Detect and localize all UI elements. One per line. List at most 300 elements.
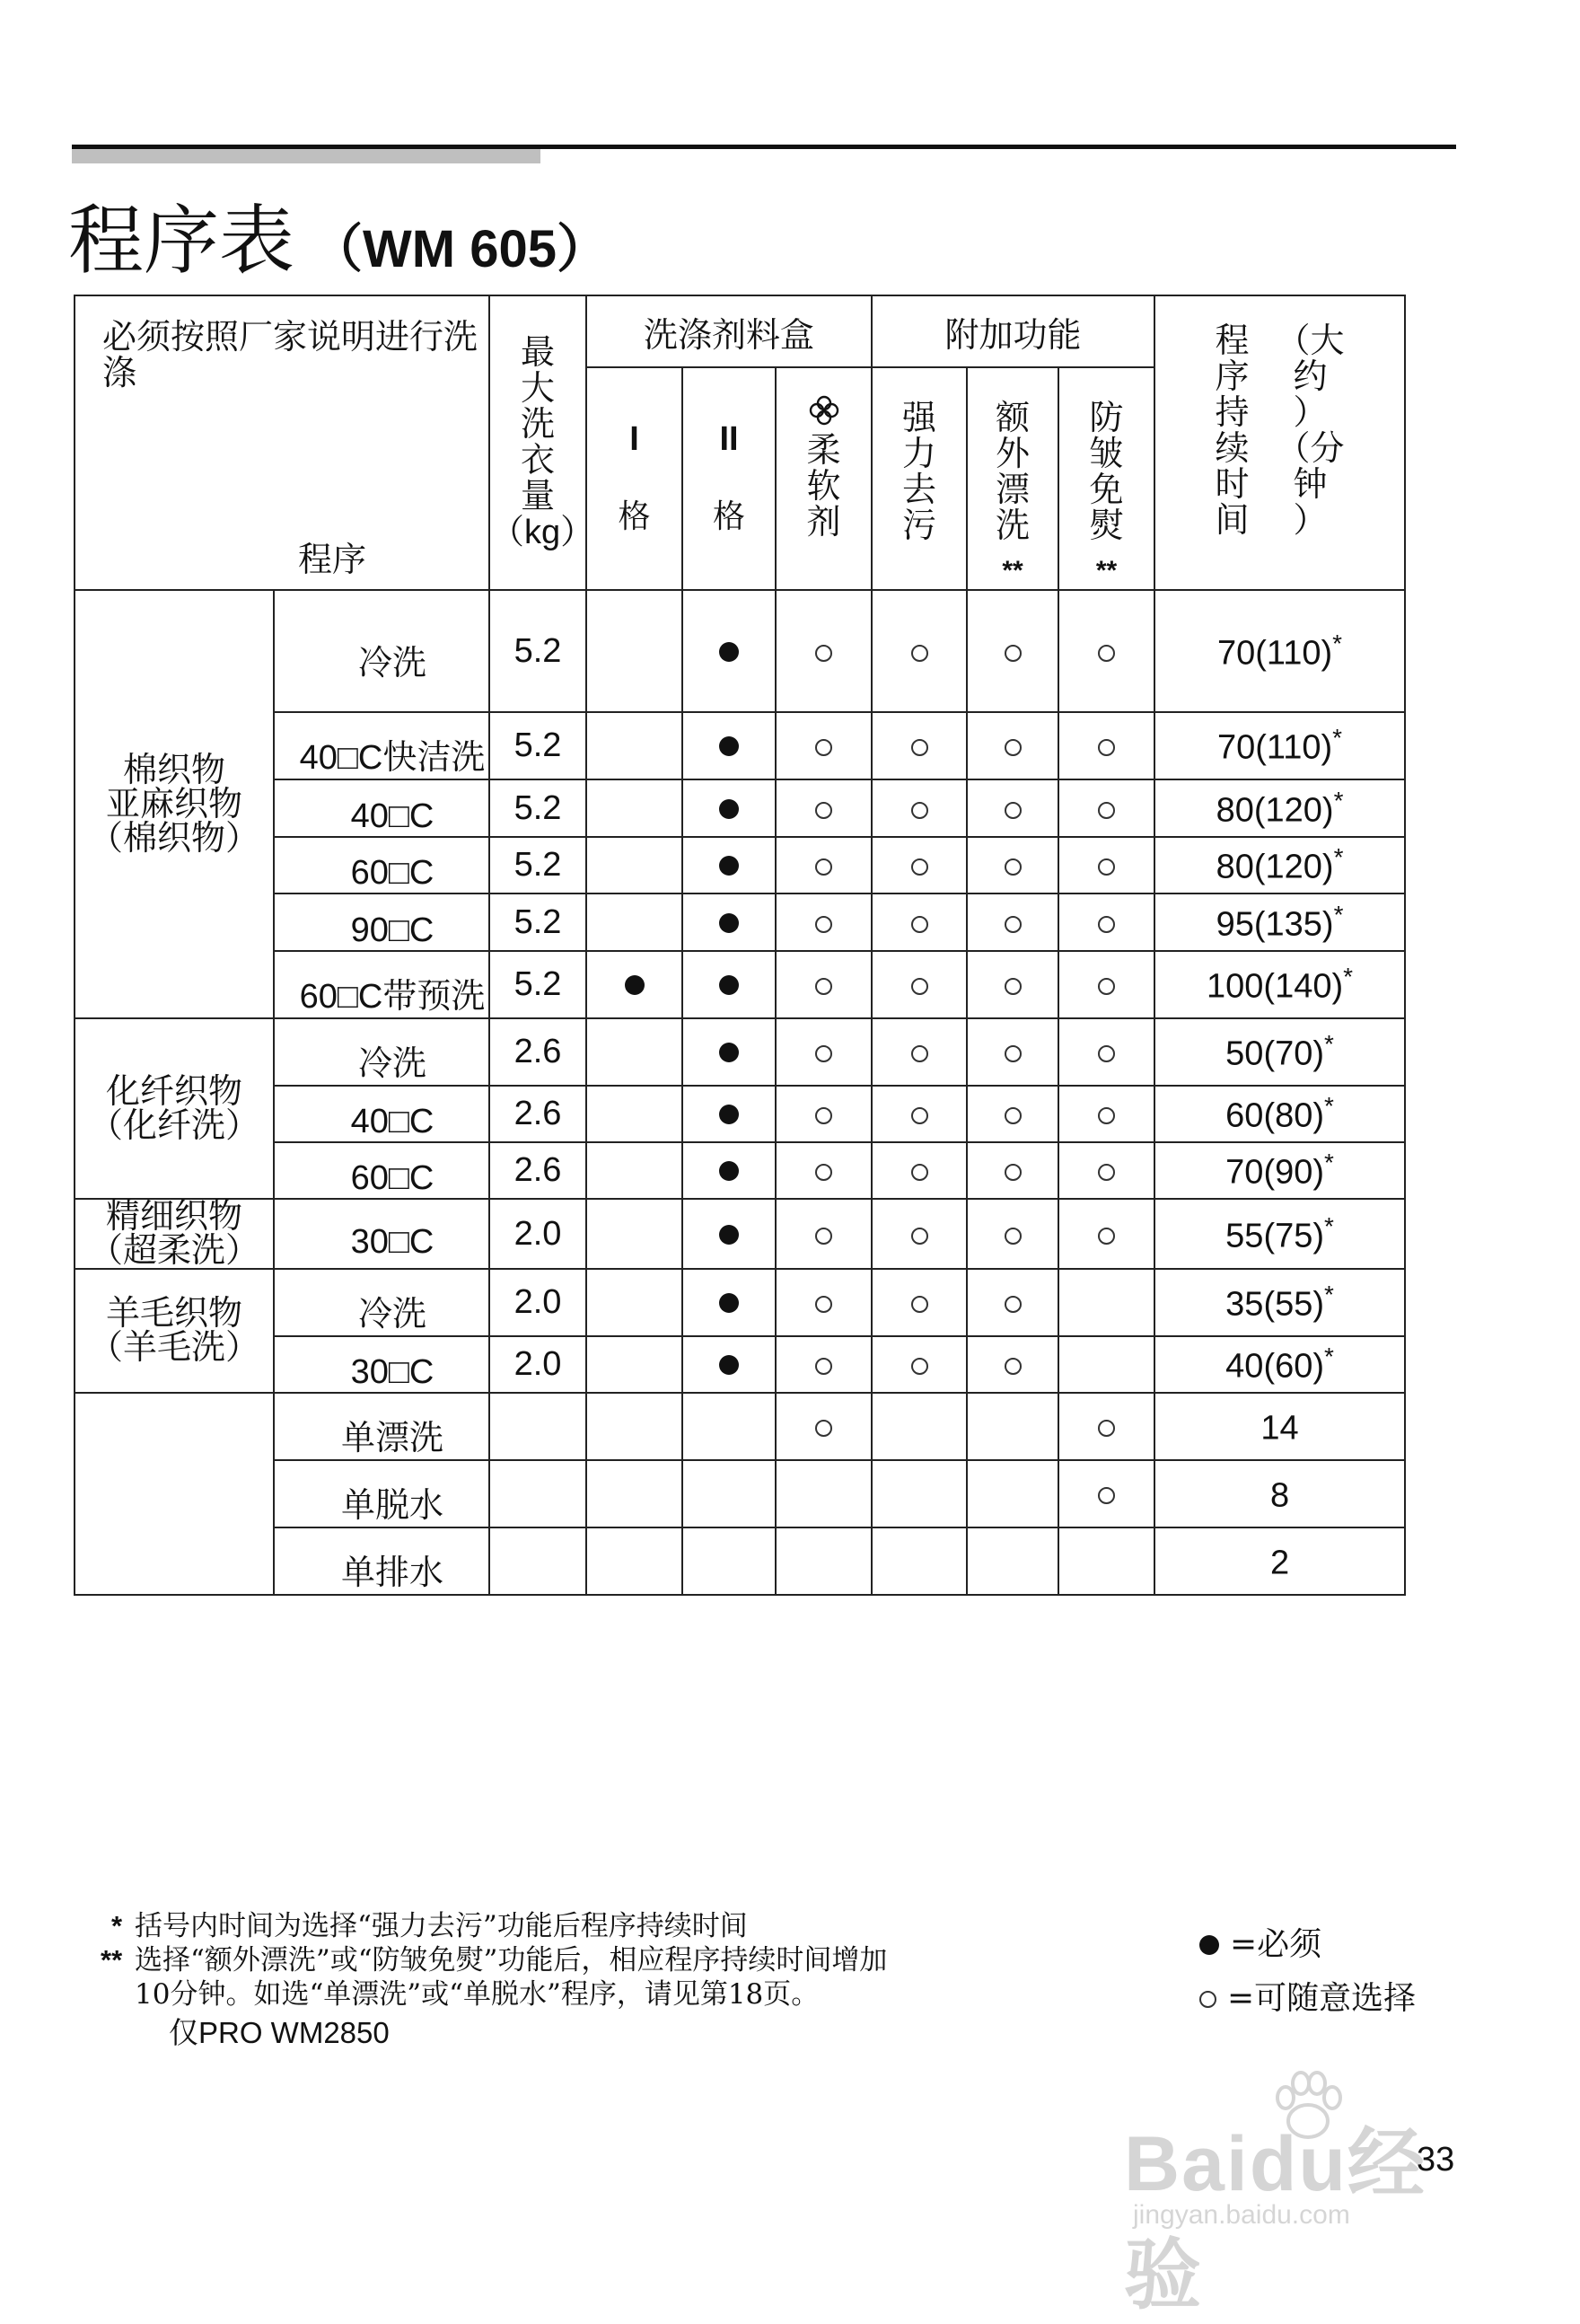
duration-star: * bbox=[1343, 963, 1354, 991]
required-dot bbox=[719, 1293, 739, 1313]
extra-functions-header: 附加功能 bbox=[872, 295, 1154, 367]
duration-text: 8 bbox=[1269, 1476, 1290, 1515]
vertical-char: 约 bbox=[1293, 358, 1328, 396]
duration-value bbox=[1154, 1269, 1405, 1336]
option-cell-intense bbox=[872, 779, 967, 837]
table-row bbox=[75, 1460, 1405, 1527]
detergent-box-header: 洗涤剂料盒 bbox=[586, 295, 872, 367]
watermark-logo: Baidu经验 bbox=[1124, 2121, 1426, 2319]
option-cell-soft bbox=[776, 1086, 872, 1142]
intensive-header bbox=[872, 367, 967, 590]
program-name: 冷洗 bbox=[274, 1269, 489, 1336]
option-cell-c1 bbox=[586, 951, 682, 1018]
vertical-char: 间 bbox=[1215, 502, 1250, 540]
page-title bbox=[68, 196, 609, 295]
required-dot bbox=[719, 1225, 739, 1245]
vertical-char: 漂 bbox=[996, 471, 1031, 509]
page-number: 33 bbox=[1417, 2141, 1455, 2179]
optional-circle bbox=[1005, 802, 1022, 819]
max-load-value: 5.2 bbox=[489, 712, 586, 779]
program-name: 40□C bbox=[274, 1086, 489, 1142]
table-row bbox=[75, 1086, 1405, 1142]
fabric-group-line: （羊毛洗） bbox=[88, 1329, 259, 1367]
vertical-char: 续 bbox=[1215, 430, 1250, 468]
option-cell-c1 bbox=[586, 894, 682, 951]
table-row bbox=[75, 1142, 1405, 1199]
fabric-group-line: 化纤织物 bbox=[105, 1072, 242, 1111]
optional-circle bbox=[815, 1296, 832, 1313]
duration-star: * bbox=[1324, 1030, 1334, 1059]
option-cell-soft bbox=[776, 1018, 872, 1086]
program-name: 30□C bbox=[274, 1336, 489, 1393]
option-cell-c2 bbox=[682, 1269, 776, 1336]
vertical-char: 软 bbox=[806, 468, 841, 506]
option-cell-c1 bbox=[586, 1086, 682, 1142]
duration-value bbox=[1154, 590, 1405, 712]
required-dot bbox=[719, 799, 739, 819]
compartment-2-header bbox=[682, 367, 776, 590]
program-name: 40□C bbox=[274, 779, 489, 837]
fabric-group-line: （超柔洗） bbox=[88, 1232, 259, 1270]
option-cell-c1 bbox=[586, 779, 682, 837]
fabric-group-line: 羊毛织物 bbox=[105, 1295, 242, 1333]
option-cell-c1 bbox=[586, 1018, 682, 1086]
legend-open-circle bbox=[1199, 1991, 1216, 2008]
vertical-char: 熨 bbox=[1089, 507, 1124, 545]
optional-circle bbox=[815, 916, 832, 933]
duration-text: 70(110) bbox=[1217, 634, 1333, 673]
optional-circle bbox=[911, 1296, 928, 1313]
optional-circle bbox=[1005, 1296, 1022, 1313]
option-cell-soft bbox=[776, 590, 872, 712]
vertical-char: 序 bbox=[1215, 358, 1250, 396]
table-row bbox=[75, 1527, 1405, 1595]
duration-text: 80(120) bbox=[1216, 791, 1334, 830]
option-cell-rinse bbox=[967, 1527, 1058, 1595]
optional-circle bbox=[911, 802, 928, 819]
optional-circle bbox=[1005, 858, 1022, 876]
table-row bbox=[75, 1269, 1405, 1336]
option-cell-crease bbox=[1058, 894, 1154, 951]
program-name: 冷洗 bbox=[274, 1018, 489, 1086]
table-row bbox=[75, 1018, 1405, 1086]
vertical-char: 洗 bbox=[520, 406, 555, 444]
vertical-char: 皱 bbox=[1089, 436, 1124, 473]
optional-circle bbox=[1098, 1107, 1115, 1124]
fabric-group bbox=[75, 1199, 274, 1269]
duration-text: 14 bbox=[1260, 1409, 1299, 1448]
required-dot bbox=[719, 736, 739, 756]
duration-star: * bbox=[1333, 843, 1344, 872]
max-load-value: 2.0 bbox=[489, 1199, 586, 1269]
optional-circle bbox=[815, 978, 832, 995]
duration-star: * bbox=[1324, 1092, 1334, 1121]
header-note-cell bbox=[75, 295, 489, 590]
optional-circle bbox=[911, 1358, 928, 1375]
option-cell-crease bbox=[1058, 1460, 1154, 1527]
optional-circle bbox=[1098, 1420, 1115, 1437]
vertical-char: 程 bbox=[1215, 322, 1250, 360]
option-cell-rinse bbox=[967, 837, 1058, 894]
option-cell-c1 bbox=[586, 1269, 682, 1336]
optional-circle bbox=[1098, 1045, 1115, 1062]
option-cell-rinse bbox=[967, 1393, 1058, 1460]
vertical-char: 防 bbox=[1089, 400, 1124, 437]
optional-circle bbox=[815, 1164, 832, 1181]
optional-circle bbox=[815, 858, 832, 876]
duration-value bbox=[1154, 1018, 1405, 1086]
vertical-char: （大 bbox=[1276, 322, 1345, 360]
footnote-1: 括号内时间为选择“强力去污”功能后程序持续时间 bbox=[135, 1910, 748, 1942]
program-name: 60□C bbox=[274, 1142, 489, 1199]
duration-value bbox=[1154, 951, 1405, 1018]
footnote-1-mark: * bbox=[111, 1910, 123, 1941]
compartment-2-label: 格 bbox=[712, 498, 745, 535]
optional-circle bbox=[815, 1420, 832, 1437]
optional-circle bbox=[911, 916, 928, 933]
compartment-1-label: 格 bbox=[618, 498, 651, 535]
required-dot bbox=[719, 975, 739, 995]
table-row bbox=[75, 1199, 1405, 1269]
optional-circle bbox=[911, 1107, 928, 1124]
vertical-char: 持 bbox=[1215, 394, 1250, 432]
duration-value bbox=[1154, 1527, 1405, 1595]
option-cell-c2 bbox=[682, 1018, 776, 1086]
option-cell-c2 bbox=[682, 590, 776, 712]
fabric-group bbox=[75, 1269, 274, 1393]
duration-text: 70(90) bbox=[1225, 1153, 1325, 1192]
option-cell-c1 bbox=[586, 1199, 682, 1269]
title-main: 程序表 bbox=[68, 197, 295, 285]
option-cell-c1 bbox=[586, 590, 682, 712]
max-load-value: 5.2 bbox=[489, 894, 586, 951]
max-load-value: 2.6 bbox=[489, 1142, 586, 1199]
option-cell-c1 bbox=[586, 837, 682, 894]
max-load-header bbox=[489, 295, 595, 590]
required-dot bbox=[719, 856, 739, 876]
option-cell-rinse bbox=[967, 1199, 1058, 1269]
option-cell-rinse bbox=[967, 590, 1058, 712]
option-cell-soft bbox=[776, 951, 872, 1018]
required-dot bbox=[625, 975, 645, 995]
option-cell-crease bbox=[1058, 1199, 1154, 1269]
vertical-char: 衣 bbox=[520, 442, 555, 480]
option-cell-c2 bbox=[682, 894, 776, 951]
duration-text: 35(55) bbox=[1225, 1285, 1325, 1324]
vertical-char: （kg） bbox=[490, 514, 595, 551]
vertical-char: 洗 bbox=[996, 507, 1031, 545]
max-load-value bbox=[489, 1460, 586, 1527]
softener-header bbox=[776, 367, 872, 590]
legend-open-label: =可随意选择 bbox=[1227, 1980, 1417, 2017]
max-load-value: 2.6 bbox=[489, 1086, 586, 1142]
header-accent-bar bbox=[72, 149, 540, 163]
extra-rinse-header bbox=[967, 367, 1058, 590]
option-cell-soft bbox=[776, 1199, 872, 1269]
max-load-value: 2.6 bbox=[489, 1018, 586, 1086]
required-dot bbox=[719, 1105, 739, 1124]
optional-circle bbox=[1098, 1228, 1115, 1245]
optional-circle bbox=[815, 739, 832, 756]
duration-star: * bbox=[1324, 1211, 1334, 1240]
footnote-2a: 选择“额外漂洗”或“防皱免熨”功能后，相应程序持续时间增加 bbox=[135, 1944, 888, 1976]
optional-circle bbox=[815, 645, 832, 662]
intensive-text bbox=[873, 401, 966, 544]
footnote-2-mark: ** bbox=[101, 1944, 123, 1976]
option-cell-c2 bbox=[682, 779, 776, 837]
duration-star: * bbox=[1333, 786, 1344, 814]
max-load-value: 2.0 bbox=[489, 1269, 586, 1336]
duration-star: * bbox=[1332, 724, 1343, 753]
option-cell-soft bbox=[776, 712, 872, 779]
vertical-char: 外 bbox=[996, 436, 1031, 473]
anti-crease-mark: ** bbox=[1095, 556, 1118, 585]
optional-circle bbox=[911, 645, 928, 662]
fabric-group-line: （化纤洗） bbox=[88, 1106, 259, 1145]
fabric-group-line: 精细织物 bbox=[105, 1198, 242, 1236]
option-cell-crease bbox=[1058, 1393, 1154, 1460]
vertical-char: 免 bbox=[1089, 471, 1124, 509]
option-cell-rinse bbox=[967, 1460, 1058, 1527]
model-note: 仅PRO WM2850 bbox=[169, 2016, 390, 2049]
option-cell-c2 bbox=[682, 1199, 776, 1269]
duration-value bbox=[1154, 894, 1405, 951]
program-name: 60□C带预洗 bbox=[274, 951, 489, 1018]
duration-value bbox=[1154, 1336, 1405, 1393]
duration-text: 55(75) bbox=[1225, 1217, 1325, 1255]
max-load-value: 5.2 bbox=[489, 779, 586, 837]
vertical-char: 柔 bbox=[806, 432, 841, 470]
duration-star: * bbox=[1332, 629, 1343, 657]
duration-value bbox=[1154, 1393, 1405, 1460]
vertical-char: 污 bbox=[902, 507, 937, 545]
duration-value bbox=[1154, 1199, 1405, 1269]
max-load-value: 2.0 bbox=[489, 1336, 586, 1393]
option-cell-crease bbox=[1058, 951, 1154, 1018]
option-cell-intense bbox=[872, 1086, 967, 1142]
optional-circle bbox=[1005, 645, 1022, 662]
optional-circle bbox=[815, 802, 832, 819]
required-dot bbox=[719, 1161, 739, 1181]
fabric-group bbox=[75, 1018, 274, 1199]
option-cell-c2 bbox=[682, 1086, 776, 1142]
option-cell-c2 bbox=[682, 1393, 776, 1460]
option-cell-rinse bbox=[967, 1269, 1058, 1336]
header-note: 必须按照厂家说明进行洗涤 bbox=[102, 319, 478, 392]
optional-circle bbox=[1098, 645, 1115, 662]
anti-crease-header bbox=[1058, 367, 1154, 590]
option-cell-crease bbox=[1058, 1269, 1154, 1336]
fabric-group-line: （棉织物） bbox=[88, 819, 259, 858]
vertical-char: ） bbox=[1293, 502, 1328, 540]
flower-icon bbox=[809, 395, 839, 426]
option-cell-rinse bbox=[967, 712, 1058, 779]
duration-text: 60(80) bbox=[1225, 1096, 1325, 1135]
optional-circle bbox=[815, 1107, 832, 1124]
duration-text: 70(110) bbox=[1217, 728, 1333, 767]
option-cell-crease bbox=[1058, 1527, 1154, 1595]
vertical-char: 力 bbox=[902, 436, 937, 473]
option-cell-rinse bbox=[967, 1018, 1058, 1086]
extra-rinse-mark: ** bbox=[1002, 556, 1023, 585]
anti-crease-text bbox=[1059, 401, 1154, 544]
option-cell-soft bbox=[776, 1393, 872, 1460]
optional-circle bbox=[1098, 978, 1115, 995]
option-cell-soft bbox=[776, 837, 872, 894]
option-cell-intense bbox=[872, 894, 967, 951]
required-dot bbox=[719, 913, 739, 933]
program-name: 30□C bbox=[274, 1199, 489, 1269]
vertical-char: 额 bbox=[996, 400, 1031, 437]
program-label: 程序 bbox=[298, 541, 367, 579]
optional-circle bbox=[1005, 1358, 1022, 1375]
option-cell-intense bbox=[872, 1199, 967, 1269]
table-row bbox=[75, 590, 1405, 712]
option-cell-rinse bbox=[967, 951, 1058, 1018]
optional-circle bbox=[1098, 858, 1115, 876]
max-load-value bbox=[489, 1527, 586, 1595]
duration-header-col2 bbox=[1277, 323, 1345, 539]
duration-value bbox=[1154, 1142, 1405, 1199]
table-row bbox=[75, 712, 1405, 779]
duration-value bbox=[1154, 837, 1405, 894]
extra-rinse-text bbox=[968, 401, 1058, 544]
duration-star: * bbox=[1324, 1342, 1334, 1371]
watermark-url: jingyan.baidu.com bbox=[1133, 2200, 1350, 2230]
option-cell-c2 bbox=[682, 1142, 776, 1199]
table-row bbox=[75, 1336, 1405, 1393]
option-cell-c1 bbox=[586, 1393, 682, 1460]
optional-circle bbox=[1005, 1107, 1022, 1124]
option-cell-intense bbox=[872, 1142, 967, 1199]
vertical-char: 强 bbox=[902, 400, 937, 437]
program-name: 单漂洗 bbox=[274, 1393, 489, 1460]
vertical-char: ） bbox=[1293, 394, 1328, 432]
vertical-char: 剂 bbox=[806, 504, 841, 541]
title-model: （WM 605） bbox=[311, 220, 609, 278]
option-cell-c2 bbox=[682, 837, 776, 894]
option-cell-rinse bbox=[967, 1086, 1058, 1142]
duration-star: * bbox=[1324, 1149, 1334, 1177]
vertical-char: 去 bbox=[902, 471, 937, 509]
required-dot bbox=[719, 1355, 739, 1375]
legend-filled-label: =必须 bbox=[1230, 1926, 1322, 1963]
table-row bbox=[75, 951, 1405, 1018]
program-name: 冷洗 bbox=[274, 590, 489, 712]
max-load-value: 5.2 bbox=[489, 951, 586, 1018]
footnotes bbox=[101, 1909, 888, 2011]
option-cell-crease bbox=[1058, 779, 1154, 837]
optional-circle bbox=[815, 1228, 832, 1245]
program-name: 40□C快洁洗 bbox=[274, 712, 489, 779]
option-cell-soft bbox=[776, 894, 872, 951]
compartment-1-mark: I bbox=[629, 420, 639, 458]
option-cell-intense bbox=[872, 712, 967, 779]
vertical-char: 大 bbox=[520, 370, 555, 408]
option-cell-soft bbox=[776, 1269, 872, 1336]
optional-circle bbox=[1005, 1228, 1022, 1245]
fabric-group-line: 棉织物 bbox=[122, 751, 225, 789]
option-cell-crease bbox=[1058, 1336, 1154, 1393]
compartment-1-header bbox=[586, 367, 682, 590]
max-load-value: 5.2 bbox=[489, 590, 586, 712]
optional-circle bbox=[1005, 1164, 1022, 1181]
table-row bbox=[75, 837, 1405, 894]
option-cell-intense bbox=[872, 1018, 967, 1086]
option-cell-rinse bbox=[967, 894, 1058, 951]
option-cell-intense bbox=[872, 590, 967, 712]
optional-circle bbox=[911, 978, 928, 995]
option-cell-crease bbox=[1058, 837, 1154, 894]
table-row bbox=[75, 779, 1405, 837]
required-dot bbox=[719, 642, 739, 662]
optional-circle bbox=[815, 1045, 832, 1062]
optional-circle bbox=[911, 1164, 928, 1181]
option-cell-soft bbox=[776, 1336, 872, 1393]
option-cell-intense bbox=[872, 837, 967, 894]
max-load-value: 5.2 bbox=[489, 837, 586, 894]
vertical-char: 最 bbox=[520, 334, 555, 372]
vertical-char: 钟 bbox=[1293, 466, 1328, 504]
optional-circle bbox=[1098, 916, 1115, 933]
duration-value bbox=[1154, 1460, 1405, 1527]
optional-circle bbox=[1098, 1487, 1115, 1504]
optional-circle bbox=[911, 739, 928, 756]
option-cell-rinse bbox=[967, 1142, 1058, 1199]
duration-text: 95(135) bbox=[1216, 905, 1334, 944]
option-cell-c2 bbox=[682, 951, 776, 1018]
option-cell-c2 bbox=[682, 1527, 776, 1595]
program-name: 单脱水 bbox=[274, 1460, 489, 1527]
table-row bbox=[75, 1393, 1405, 1460]
option-cell-intense bbox=[872, 1269, 967, 1336]
optional-circle bbox=[1005, 978, 1022, 995]
program-name: 90□C bbox=[274, 894, 489, 951]
optional-circle bbox=[1005, 916, 1022, 933]
option-cell-crease bbox=[1058, 590, 1154, 712]
max-load-value bbox=[489, 1393, 586, 1460]
duration-text: 50(70) bbox=[1225, 1034, 1325, 1073]
optional-circle bbox=[911, 1228, 928, 1245]
duration-value bbox=[1154, 712, 1405, 779]
option-cell-intense bbox=[872, 1393, 967, 1460]
option-cell-c1 bbox=[586, 1460, 682, 1527]
vertical-char: 量 bbox=[520, 478, 555, 515]
optional-circle bbox=[911, 858, 928, 876]
duration-text: 40(60) bbox=[1225, 1347, 1325, 1386]
duration-text: 100(140) bbox=[1207, 967, 1344, 1006]
option-cell-intense bbox=[872, 1460, 967, 1527]
option-cell-crease bbox=[1058, 712, 1154, 779]
optional-circle bbox=[1098, 1164, 1115, 1181]
program-name: 60□C bbox=[274, 837, 489, 894]
option-cell-crease bbox=[1058, 1018, 1154, 1086]
option-cell-c2 bbox=[682, 1336, 776, 1393]
legend bbox=[1199, 1918, 1416, 2026]
program-name: 单排水 bbox=[274, 1527, 489, 1595]
option-cell-intense bbox=[872, 1527, 967, 1595]
option-cell-c2 bbox=[682, 712, 776, 779]
option-cell-crease bbox=[1058, 1086, 1154, 1142]
footnote-2b: 10分钟。如选“单漂洗”或“单脱水”程序，请见第18页。 bbox=[135, 1978, 820, 2011]
option-cell-intense bbox=[872, 1336, 967, 1393]
duration-star: * bbox=[1333, 900, 1344, 929]
option-cell-c1 bbox=[586, 1142, 682, 1199]
option-cell-intense bbox=[872, 951, 967, 1018]
duration-text: 2 bbox=[1269, 1544, 1290, 1582]
fabric-group-line: 亚麻织物 bbox=[105, 785, 242, 823]
fabric-group bbox=[75, 590, 274, 1018]
